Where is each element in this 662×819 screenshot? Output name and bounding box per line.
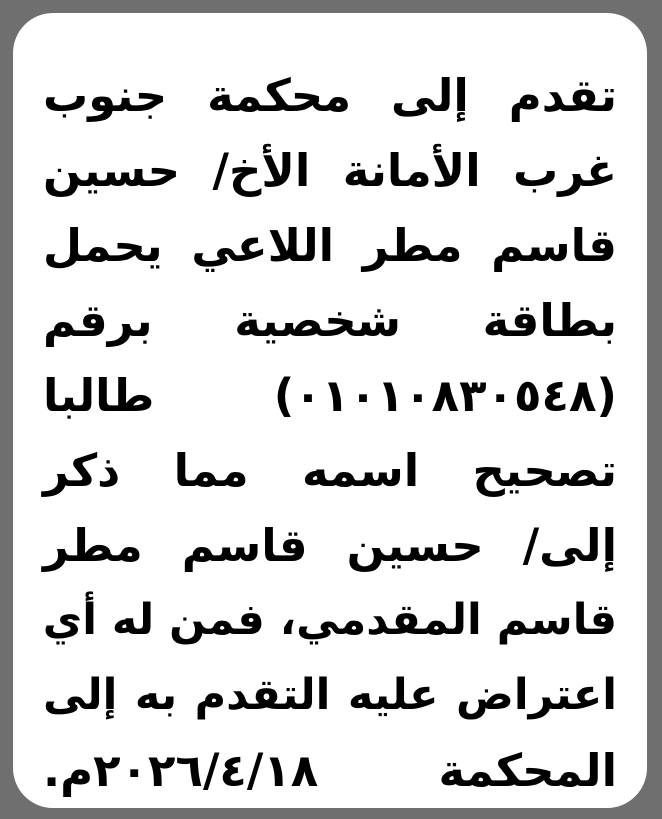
notice-line: تقدم إلى محكمة جنوب [43, 69, 617, 122]
notice-line: غرب الأمانة الأخ/ حسين [43, 144, 617, 197]
notice-line: تصحيح اسمه مما ذكر [43, 444, 617, 497]
notice-line: (٠١٠١٠٨٣٠٥٤٨) طالبا [43, 369, 617, 422]
notice-card [13, 13, 647, 808]
notice-line: بطاقة شخصية برقم [43, 294, 617, 347]
notice-line: قاسم مطر اللاعي يحمل [43, 219, 617, 272]
notice-line: قاسم المقدمي، فمن له أي [42, 595, 617, 645]
notice-line: إلى/ حسين قاسم مطر [43, 519, 617, 572]
notice-line: اعتراض عليه التقدم به إلى [43, 670, 617, 720]
notice-body [43, 58, 617, 808]
notice-line: المحكمة ٢٠٢٦/٤/١٨م. [43, 744, 617, 797]
